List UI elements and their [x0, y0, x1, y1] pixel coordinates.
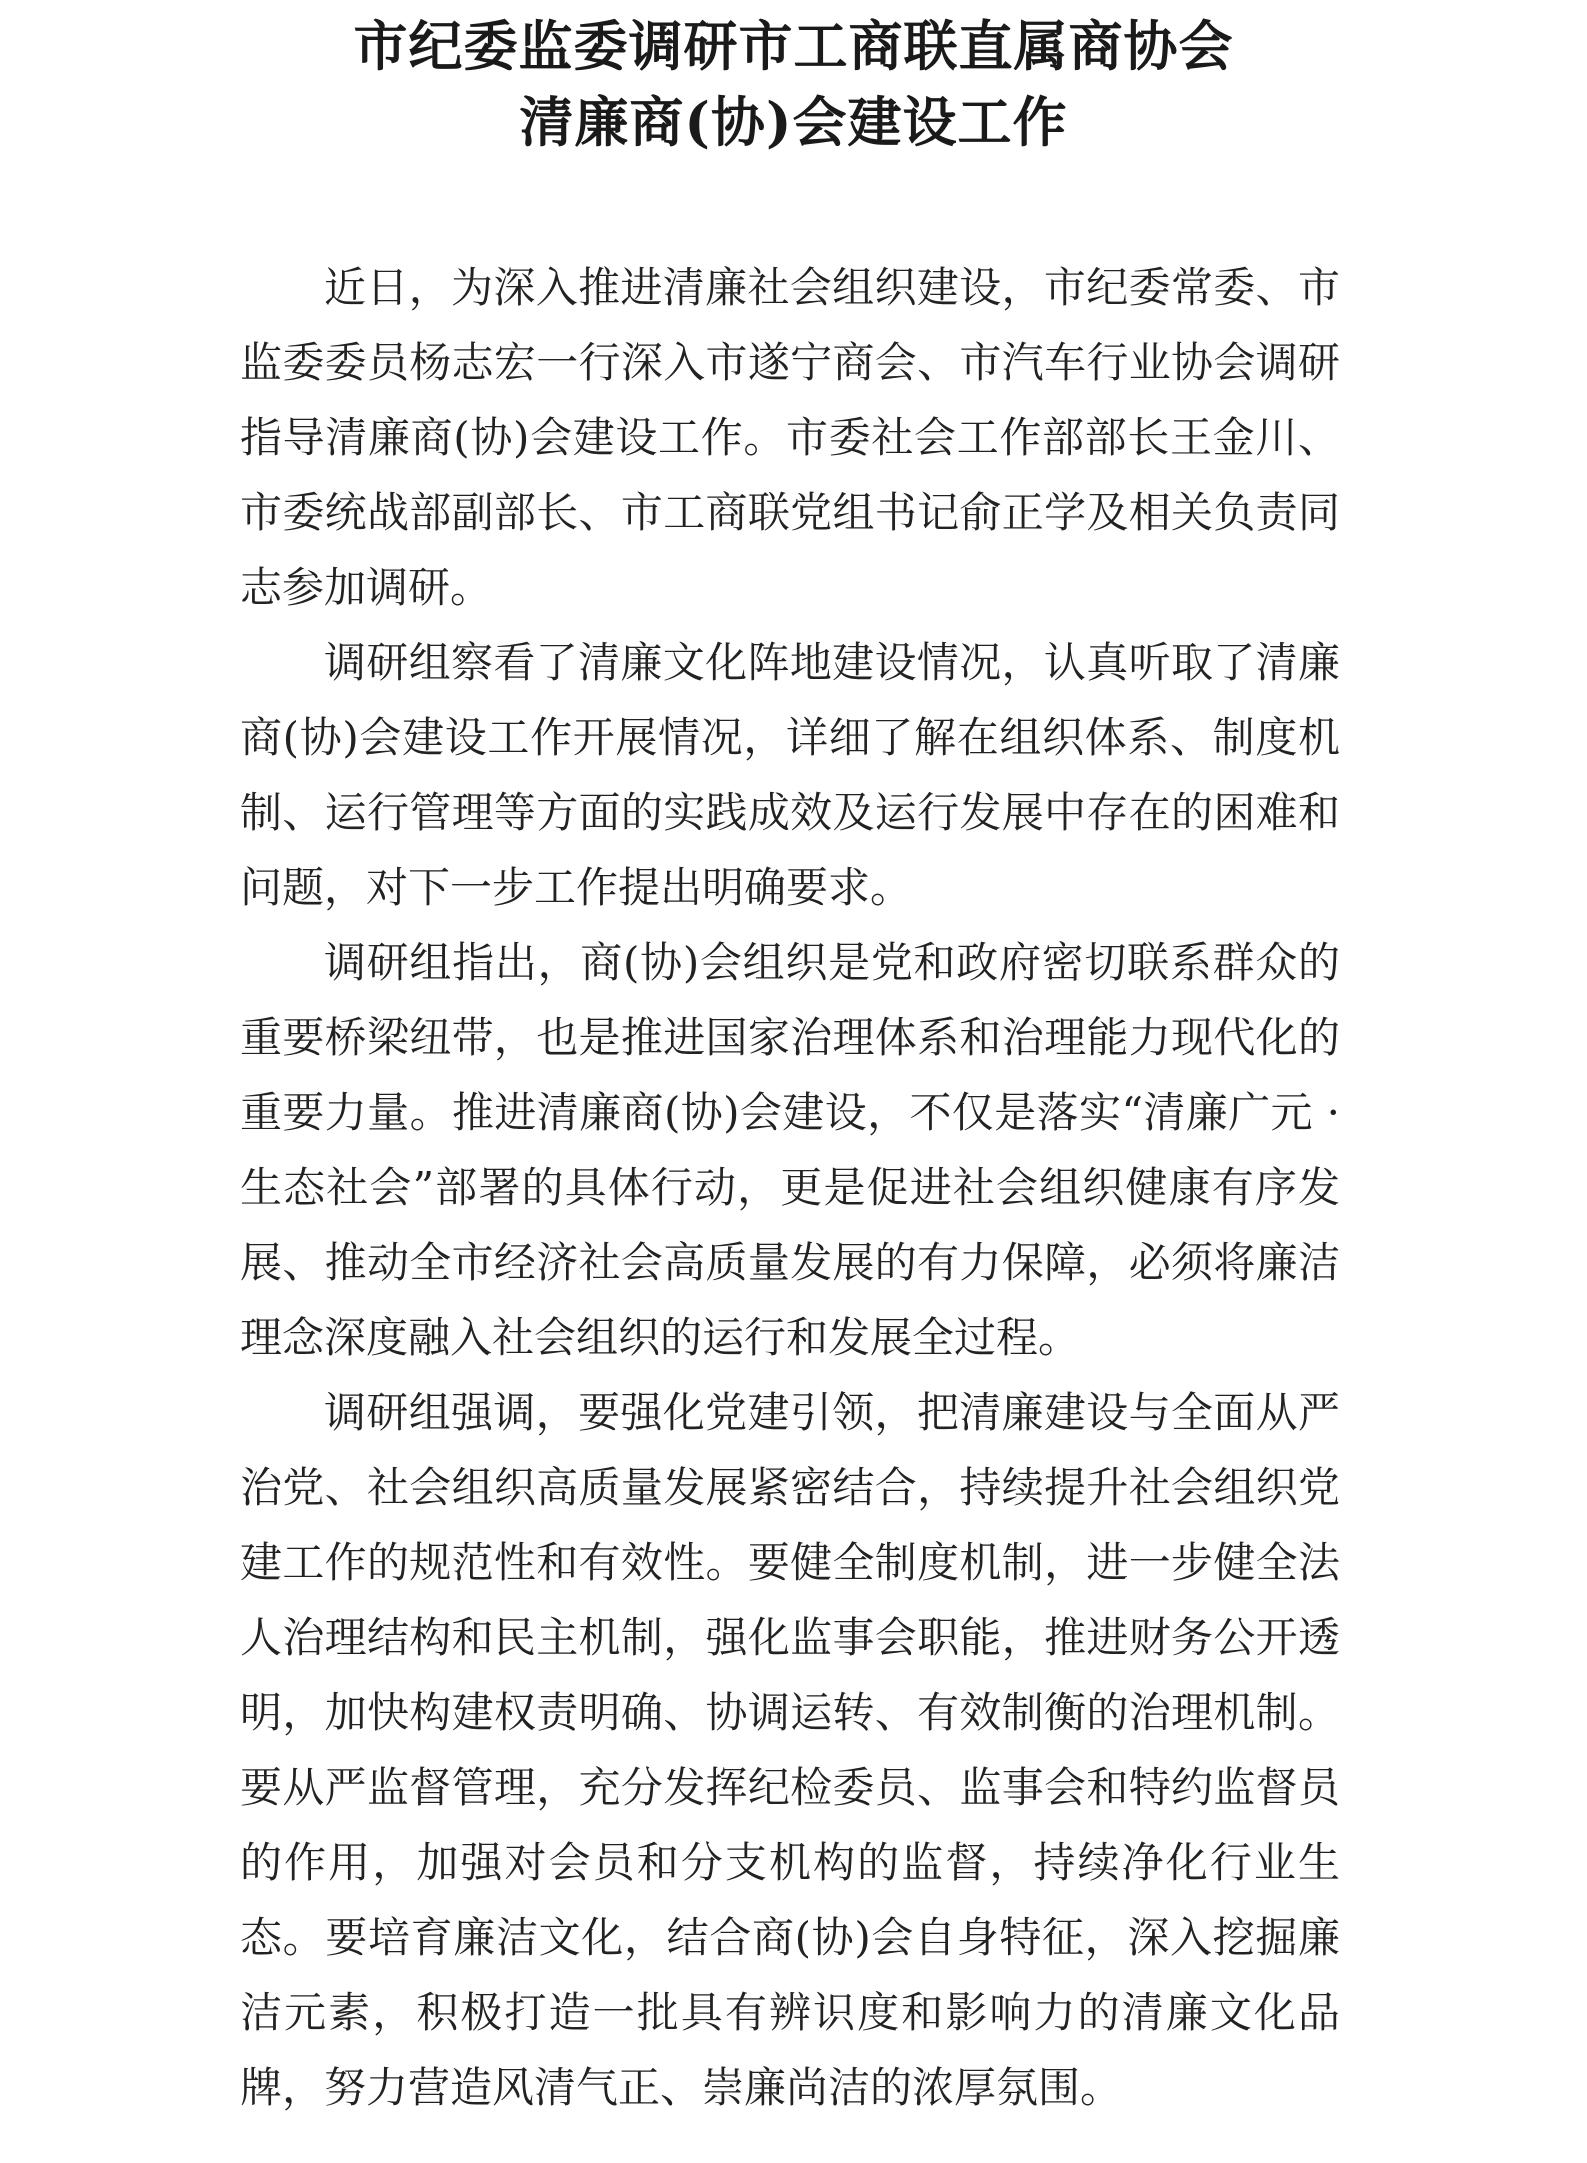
paragraph-2: 调研组察看了清廉文化阵地建设情况，认真听取了清廉商(协)会建设工作开展情况，详细了解在组织体系、制度机制、运行管理等方面的实践成效及运行发展中存在的困难和问题，对下一步工作提出明确要求。	[240, 638, 1340, 912]
document-body	[240, 250, 1340, 2125]
document-title-line-2: 清廉商(协)会建设工作	[519, 90, 1068, 154]
paragraph-1: 近日，为深入推进清廉社会组织建设，市纪委常委、市监委委员杨志宏一行深入市遂宁商会、市汽车行业协会调研指导清廉商(协)会建设工作。市委社会工作部部长王金川、市委统战部副部长、市工商联党组书记俞正学及相关负责同志参加调研。	[240, 263, 1340, 612]
paragraph-3: 调研组指出，商(协)会组织是党和政府密切联系群众的重要桥梁纽带，也是推进国家治理体系和治理能力现代化的重要力量。推进清廉商(协)会建设，不仅是落实“清廉广元 ·生态社会”部署的具体行动，更是促进社会组织健康有序发展、推动全市经济社会高质量发展的有力保障，必须将廉洁理念深度融入社会组织的运行和发展全过程。	[240, 938, 1340, 1362]
document-title-line-1: 市纪委监委调研市工商联直属商协会	[353, 14, 1234, 78]
paragraph-4: 调研组强调，要强化党建引领，把清廉建设与全面从严治党、社会组织高质量发展紧密结合，持续提升社会组织党建工作的规范性和有效性。要健全制度机制，进一步健全法人治理结构和民主机制，强化监事会职能，推进财务公开透明，加快构建权责明确、协调运转、有效制衡的治理机制。要从严监督管理，充分发挥纪检委员、监事会和特约监督员的作用，加强对会员和分支机构的监督，持续净化行业生态。要培育廉洁文化，结合商(协)会自身特征，深入挖掘廉洁元素，积极打造一批具有辨识度和影响力的清廉文化品牌，努力营造风清气正、崇廉尚洁的浓厚氛围。	[240, 1388, 1340, 2112]
